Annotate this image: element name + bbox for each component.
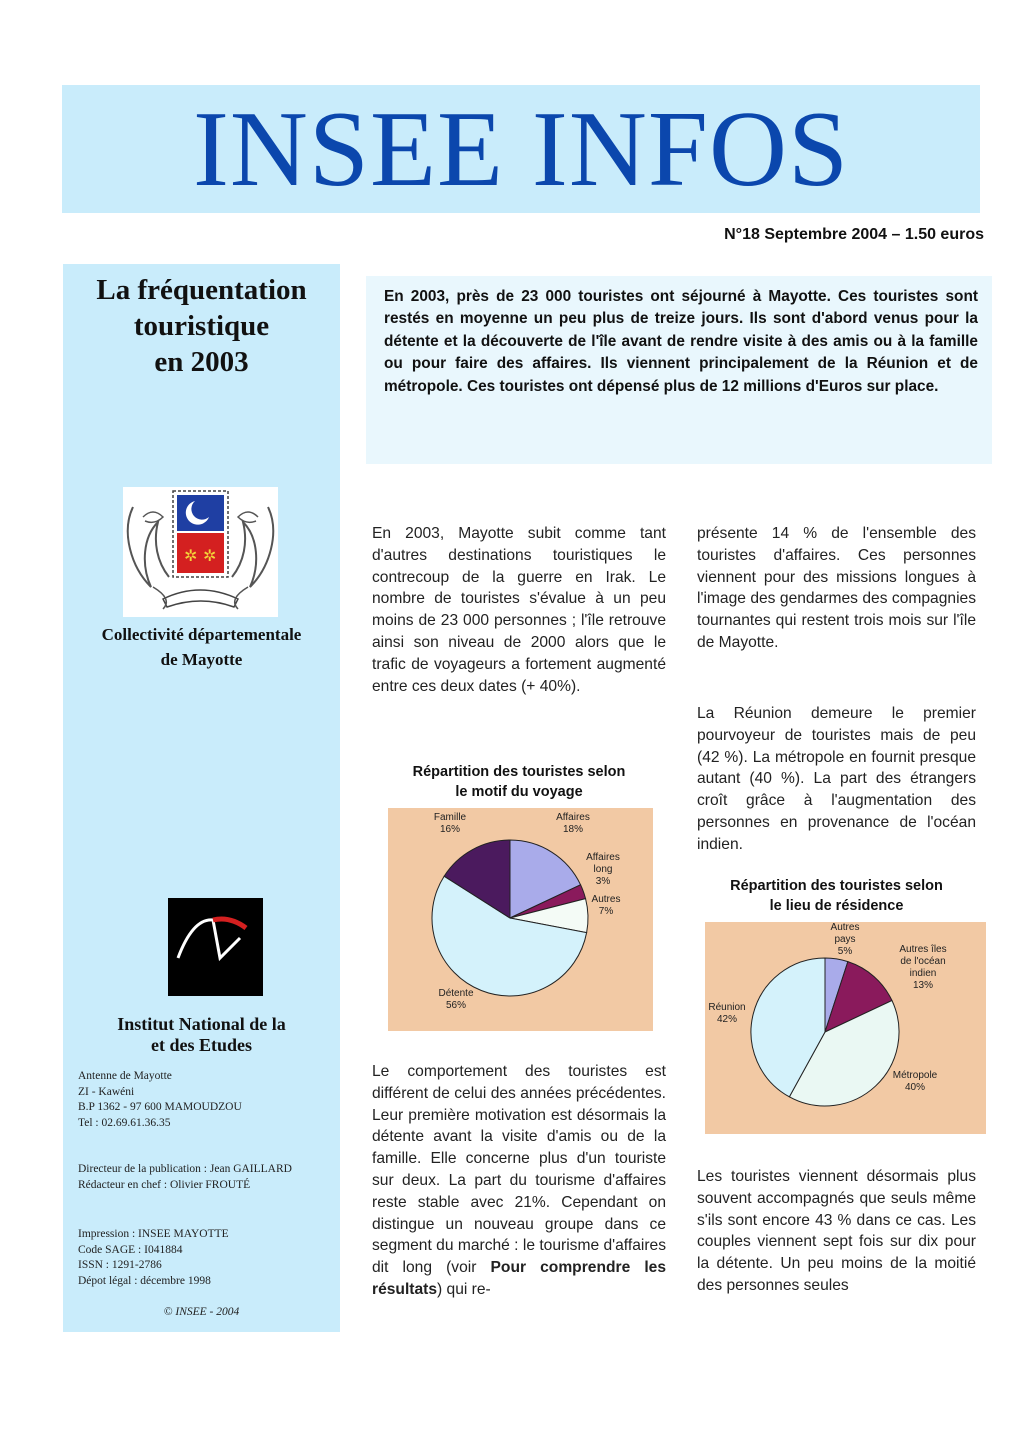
sidebar-title-line: en 2003 [154,346,249,378]
address-line: Antenne de Mayotte [78,1070,172,1082]
insee-logo [168,898,263,996]
print-block [78,1227,338,1289]
chart-title-line: le lieu de résidence [769,898,904,914]
svg-text:✲: ✲ [203,548,217,565]
staff-block [78,1162,338,1193]
sidebar-title [63,272,340,380]
print-line: Code SAGE : I041884 [78,1243,183,1256]
column-1-paragraph-2 [372,1061,666,1301]
staff-line: Rédacteur en chef : Olivier FROUTÉ [78,1178,251,1191]
institut-label [63,1014,340,1056]
address-line: Tel : 02.69.61.36.35 [78,1116,171,1129]
mayotte-coat-of-arms [123,487,278,617]
sidebar-title-line: La fréquentation [96,274,307,306]
address-line: B.P 1362 - 97 600 MAMOUDZOU [78,1101,242,1113]
chart-title-line: le motif du voyage [455,784,583,800]
paragraph: présente 14 % de l'ensemble des touristes d'affaires. Ces personnes viennent pour des missions longues à l'image des gendarmes des compagnies tournantes qui restent trois mois sur l'île de Mayotte. [697,525,976,651]
institut-line: et des Etudes [150,1035,252,1055]
chart-title-line: Répartition des touristes selon [412,764,626,780]
copyright: © INSEE - 2004 [163,1306,240,1318]
column-2-paragraph-1 [697,523,976,654]
chart-1-title [372,762,666,802]
pie-chart-residence [705,922,986,1134]
sidebar-title-line: touristique [133,310,270,342]
chart-2-box [705,922,986,1134]
paragraph-text: ) qui re- [437,1280,491,1298]
slice-label: Famille 16% [433,812,467,835]
masthead-banner [62,85,980,213]
paragraph-text: Le comportement des touristes est différent de celui des années précédentes. Leur première motivation est désormais la détente avant la visite d'amis ou de la famille. Elle concerne plus d'un touriste sur deux. La part du tourisme d'affaires reste stable avec 21%. Cependant on distingue un nouveau groupe dans ce segment du marché : le tourisme d'affaires dit long (voir [372,1063,666,1277]
staff-line: Directeur de la publication : Jean GAILLARD [78,1163,292,1175]
slice-label: Autres 7% [591,894,621,917]
masthead-title: INSEE INFOS [192,90,850,209]
institut-line: Institut National de la [117,1014,286,1034]
collectivite-line: de Mayotte [160,650,243,669]
slice-label: Autres îles de l'océan indien 13% [899,944,947,991]
slice-label: Autres pays 5% [830,922,860,957]
address-block [78,1069,338,1131]
summary-box [366,276,992,464]
slice-label: Réunion 42% [708,1002,746,1025]
slice-label: Affaires long 3% [586,852,620,887]
paragraph: Les touristes viennent désormais plus souvent accompagnés que seuls même s'ils sont encore 43 % dans ce cas. Les couples viennent sept fois sur dix pour la détente. Un peu moins de la moitié des personnes seules [697,1168,976,1294]
print-line: Dépot légal : décembre 1998 [78,1274,211,1287]
svg-text:✲: ✲ [184,548,198,565]
column-2-paragraph-2 [697,703,976,856]
summary-text: En 2003, près de 23 000 touristes ont séjourné à Mayotte. Ces touristes sont restés en moyenne un peu plus de treize jours. Ils sont d'abord venus pour la détente et la découverte de l'île avant de rendre visite à des amis ou à la famille ou pour faire des affaires. Ils viennent principalement de la Réunion et de métropole. Ces touristes ont dépensé plus de 12 millions d'Euros sur place. [384,288,978,395]
slice-label: Détente 56% [438,988,474,1011]
address-line: ZI - Kawéni [78,1085,135,1098]
sidebar [63,264,340,1332]
chart-1-box [388,808,653,1031]
issue-info: N°18 Septembre 2004 – 1.50 euros [724,226,984,243]
print-line: ISSN : 1291-2786 [78,1259,162,1271]
column-1-paragraph-1 [372,523,666,697]
chart-2-title [697,876,976,916]
chart-title-line: Répartition des touristes selon [730,878,943,894]
collectivite-label [63,622,340,672]
slice-label: Métropole 40% [892,1070,938,1093]
paragraph: La Réunion demeure le premier pourvoyeur de touristes mais de peu (42 %). La métropole en fournit presque autant (40 %). La part des étrangers croît grâce à l'augmentation des personnes en provenance de l'océan indien. [697,705,976,853]
paragraph [372,1061,666,1301]
paragraph: En 2003, Mayotte subit comme tant d'autres destinations touristiques le contrecoup de la guerre en Irak. Le nombre de touristes s'évalue à un peu moins de 23 000 personnes ; l'île retrouve ainsi son niveau de 2000 alors que le trafic de voyageurs a fortement augmenté entre ces deux dates (+ 40%). [372,525,666,695]
collectivite-line: Collectivité départementale [101,625,302,644]
column-2-paragraph-3 [697,1166,976,1297]
slice-label: Affaires 18% [556,812,590,835]
see-section-reference: Pour comprendre les résultats [372,1259,666,1298]
pie-chart-motif [388,808,653,1031]
print-line: Impression : INSEE MAYOTTE [78,1228,229,1240]
